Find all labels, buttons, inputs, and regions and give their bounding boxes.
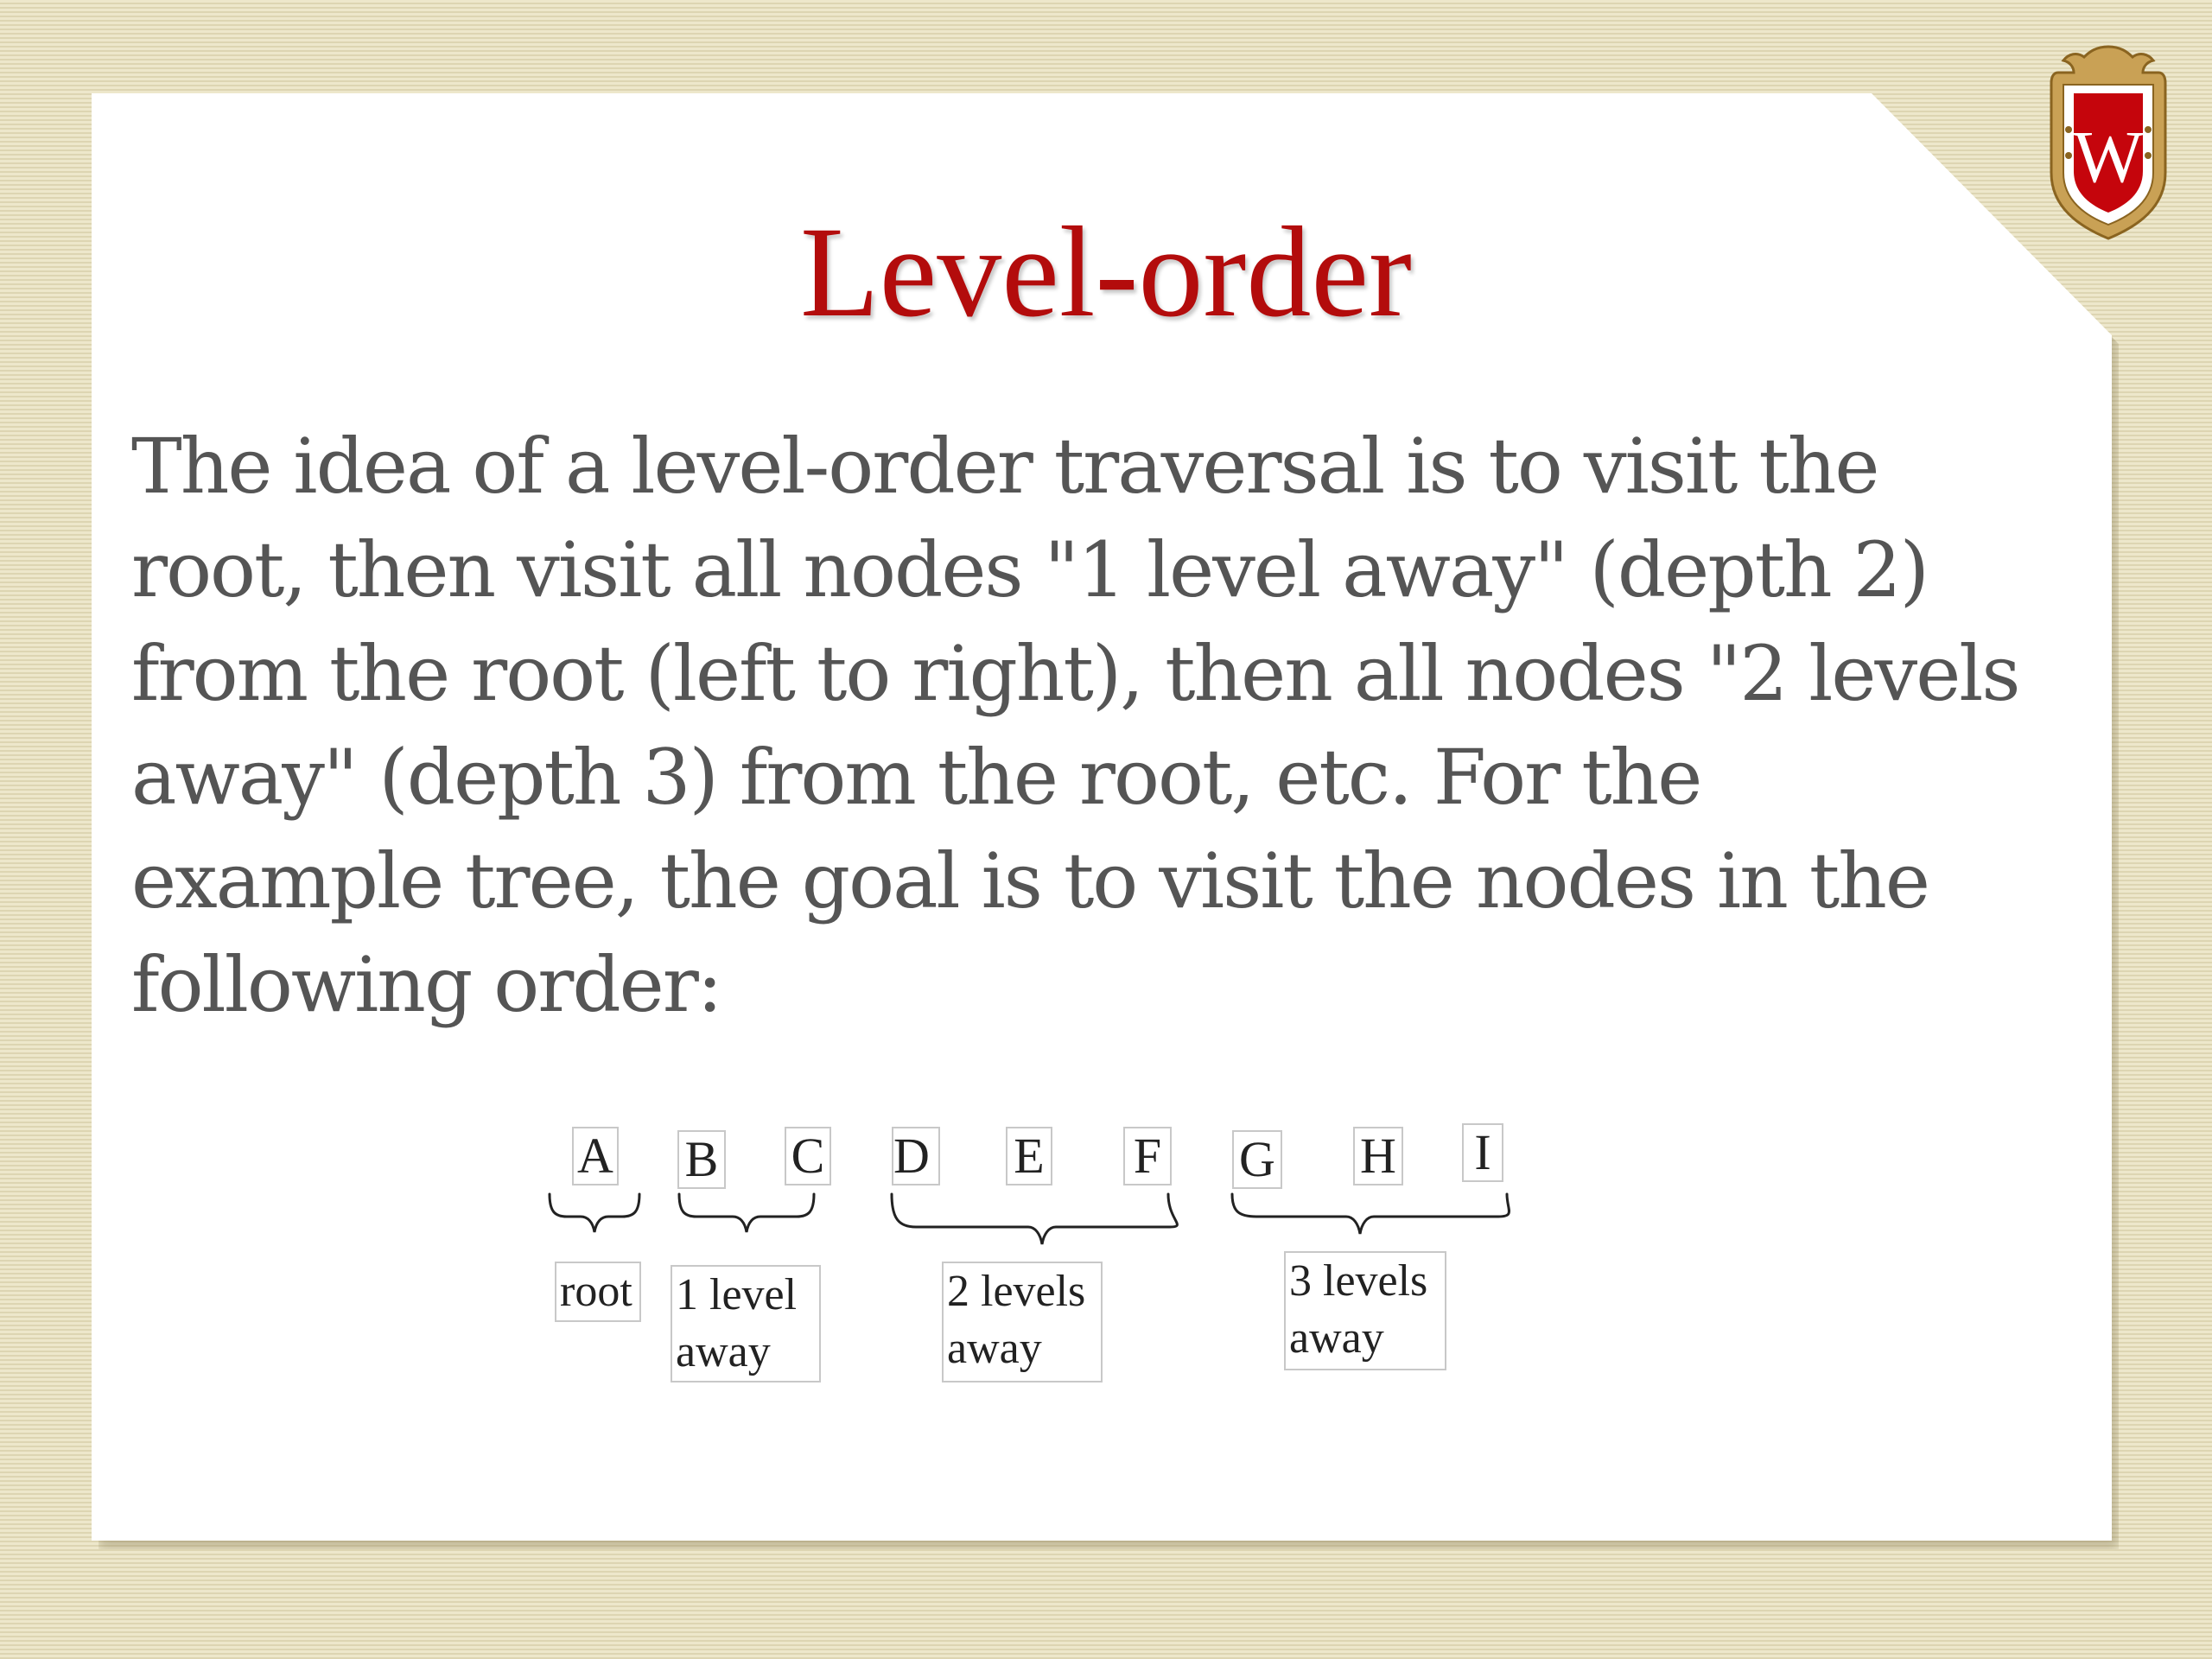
- slide-title: Level-order: [800, 200, 1412, 344]
- brace-level-1: [679, 1194, 814, 1232]
- label-level-1: [671, 1265, 821, 1382]
- brace-root: [550, 1194, 639, 1232]
- node-i: I: [1462, 1123, 1503, 1182]
- label-level-1-line1: 1 level: [676, 1270, 798, 1319]
- node-c: C: [785, 1127, 831, 1185]
- slide-body-text: The idea of a level-order traversal is to visit the root, then visit all nodes "1 level away" (depth 2) from the root (left to right), then all nodes "2 levels away" (depth 3) from the root, etc. For the example tree, the goal is to visit the nodes in the following order:: [131, 422, 2019, 1029]
- label-level-3: [1284, 1251, 1446, 1370]
- level-order-diagram: [536, 1115, 1538, 1400]
- label-level-3-line1: 3 levels: [1289, 1256, 1428, 1306]
- node-a: A: [572, 1127, 619, 1185]
- label-level-2: [942, 1262, 1103, 1382]
- label-level-3-line2: away: [1289, 1313, 1384, 1363]
- label-root: [555, 1262, 641, 1322]
- node-f: F: [1123, 1127, 1172, 1185]
- label-level-1-line2: away: [676, 1327, 771, 1376]
- node-b: B: [677, 1130, 726, 1189]
- label-level-2-line2: away: [947, 1324, 1042, 1373]
- node-e: E: [1006, 1127, 1052, 1185]
- brace-level-3: [1232, 1194, 1510, 1234]
- node-d: D: [892, 1127, 940, 1185]
- node-g: G: [1232, 1130, 1282, 1189]
- label-level-2-line1: 2 levels: [947, 1267, 1086, 1316]
- node-h: H: [1353, 1127, 1403, 1185]
- label-root-text: root: [560, 1267, 632, 1316]
- brace-level-2: [892, 1194, 1177, 1244]
- crest-letter: W: [2073, 115, 2144, 198]
